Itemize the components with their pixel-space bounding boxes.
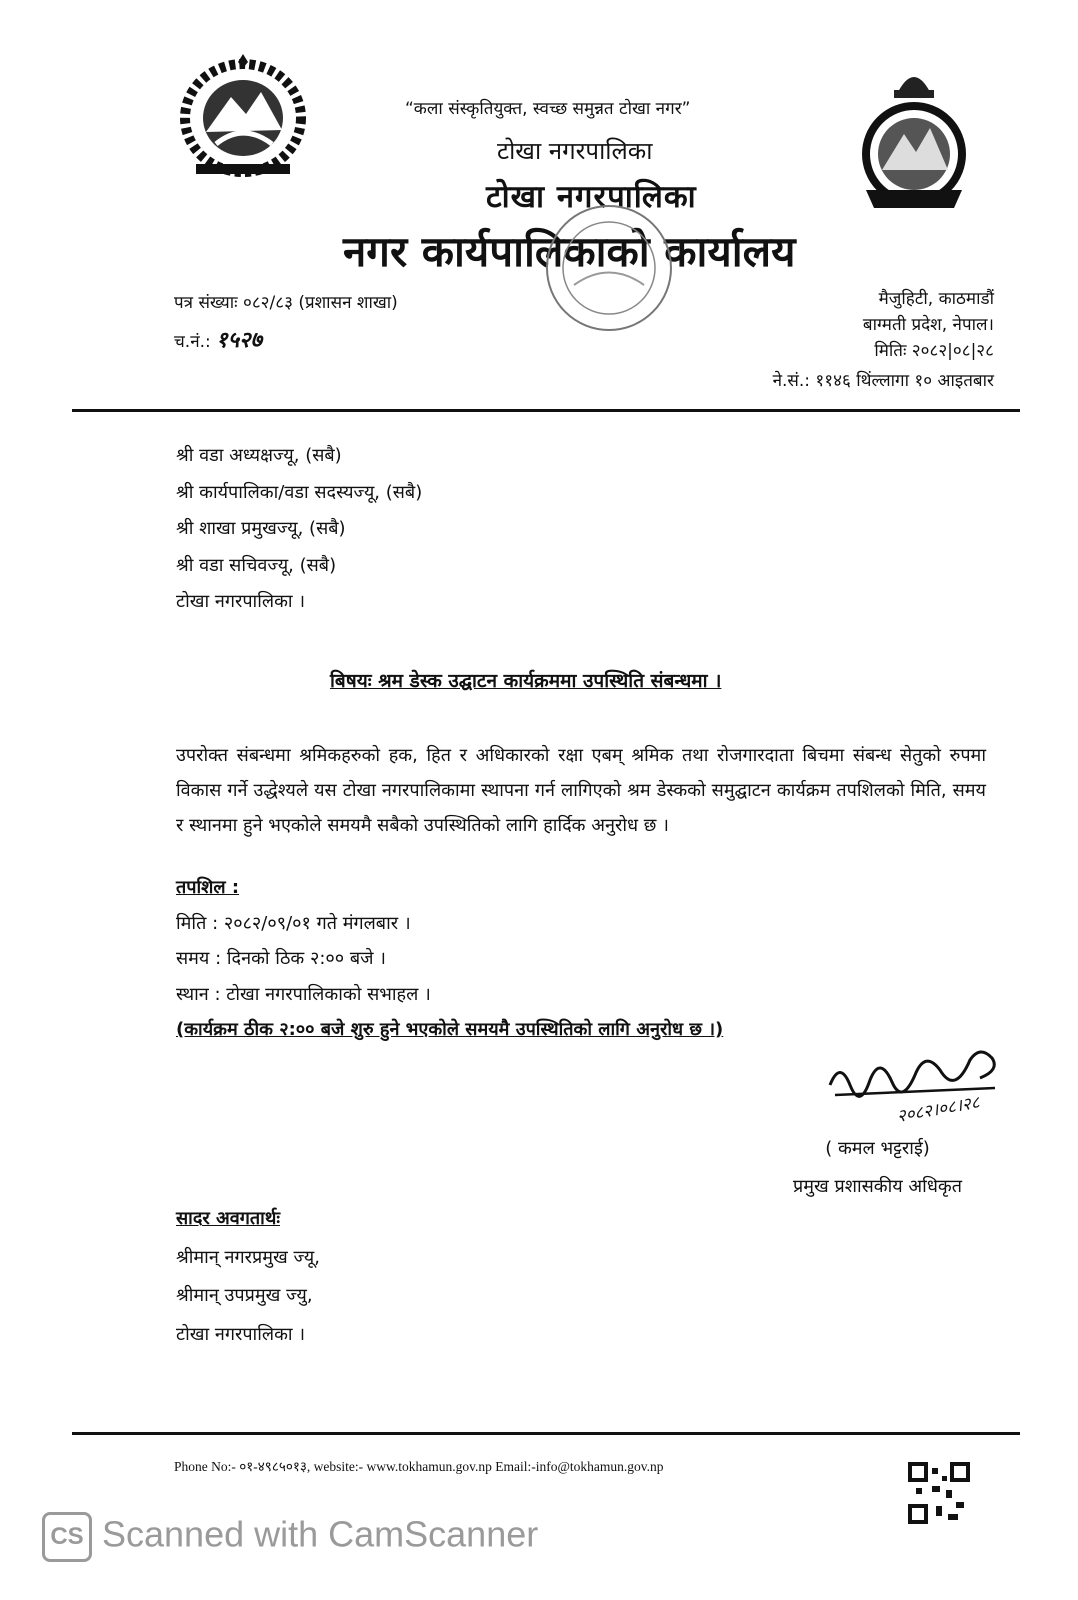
tokha-municipality-logo-icon [858, 62, 970, 222]
address-line-2: बाग्मती प्रदेश, नेपाल। [862, 315, 994, 335]
details-heading: तपशिल : [176, 877, 240, 898]
header-divider [72, 409, 1020, 412]
letter-date: मितिः २०८२|०८|२८ [874, 341, 994, 361]
municipality-name-styled: टोखा नगरपालिका [486, 179, 697, 215]
event-time: समय : दिनको ठिक २:०० बजे । [176, 948, 387, 969]
letter-body: उपरोक्त संबन्धमा श्रमिकहरुको हक, हित र अधिकारको रक्षा एबम् श्रमिक तथा रोजगारदाता बिचमा संबन्ध सेतुको रुपमा विकास गर्ने उद्धेश्यले यस टोखा नगरपालिकामा स्थापना गर्न लागिएको श्रम डेस्कको समुद्घाटन कार्यक्रम तपशिलको मिति, समय र स्थानमा हुने भएकोले समयमै सबैको उपस्थितिको लागि हार्दिक अनुरोध छ । [176, 745, 986, 836]
qr-code-icon [908, 1462, 970, 1524]
cc-item: श्रीमान् उपप्रमुख ज्यु, [176, 1285, 313, 1306]
cc-item: टोखा नगरपालिका । [176, 1323, 306, 1345]
office-address [773, 286, 994, 394]
recipient-item: श्री शाखा प्रमुखज्यू, (सबै) [176, 518, 346, 539]
recipient-list [176, 438, 422, 621]
cc-heading: सादर अवगतार्थः [176, 1208, 280, 1229]
recipient-item: श्री वडा अध्यक्षज्यू, (सबै) [176, 445, 342, 466]
cc-list [176, 1200, 320, 1354]
signatory-name: ( कमल भट्टराई) [825, 1138, 930, 1159]
dispatch-number: १५२७ [216, 328, 262, 353]
handwritten-signature-icon [820, 1040, 1010, 1135]
address-line-1: मैजुहिटी, काठमाडौं [878, 289, 994, 309]
event-date: मिति : २०८२/०९/०१ गते मंगलबार । [176, 912, 411, 934]
dispatch-number-row [174, 324, 262, 354]
office-title: नगर कार्यपालिकाको कार्यालय [343, 227, 796, 276]
dispatch-number-label: च.नं.: [174, 332, 211, 352]
municipality-name: टोखा नगरपालिका [497, 137, 653, 165]
camscanner-logo-icon: CS [42, 1512, 92, 1562]
signatory-block [793, 1130, 962, 1206]
municipality-motto: “कला संस्कृतियुक्त, स्वच्छ समुन्नत टोखा नगर” [405, 99, 691, 119]
office-stamp-icon [534, 190, 684, 350]
recipient-item: श्री कार्यपालिका/वडा सदस्यज्यू, (सबै) [176, 481, 423, 503]
nepal-government-emblem-icon [176, 52, 310, 182]
nepal-sambat-date: ने.सं.: ११४६ थिंल्लागा १० आइतबार [772, 371, 994, 391]
cc-item: श्रीमान् नगरप्रमुख ज्यू, [176, 1246, 320, 1268]
event-details [176, 870, 723, 1048]
camscanner-watermark [42, 1512, 538, 1562]
footer-contact: Phone No:- ०१-४९८५०१३, website:- www.tokhamun.gov.np Email:-info@tokhamun.gov.np [174, 1459, 664, 1474]
watermark-text: Scanned with CamScanner [102, 1513, 539, 1555]
letter-subject: बिषयः श्रम डेस्क उद्घाटन कार्यक्रममा उपस्थिति संबन्धमा । [330, 670, 722, 692]
signatory-designation: प्रमुख प्रशासकीय अधिकृत [793, 1176, 962, 1197]
signature-date: २०८२।०८।२८ [895, 1092, 982, 1127]
event-note: (कार्यक्रम ठीक २:०० बजे शुरु हुने भएकोले समयमै उपस्थितिको लागि अनुरोध छ ।) [176, 1019, 724, 1040]
recipient-item: श्री वडा सचिवज्यू, (सबै) [176, 554, 337, 576]
letter-number: पत्र संख्याः ०८२/८३ (प्रशासन शाखा) [174, 293, 398, 313]
footer-divider [72, 1432, 1020, 1435]
event-venue: स्थान : टोखा नगरपालिकाको सभाहल । [176, 983, 431, 1005]
recipient-item: टोखा नगरपालिका । [176, 591, 306, 612]
